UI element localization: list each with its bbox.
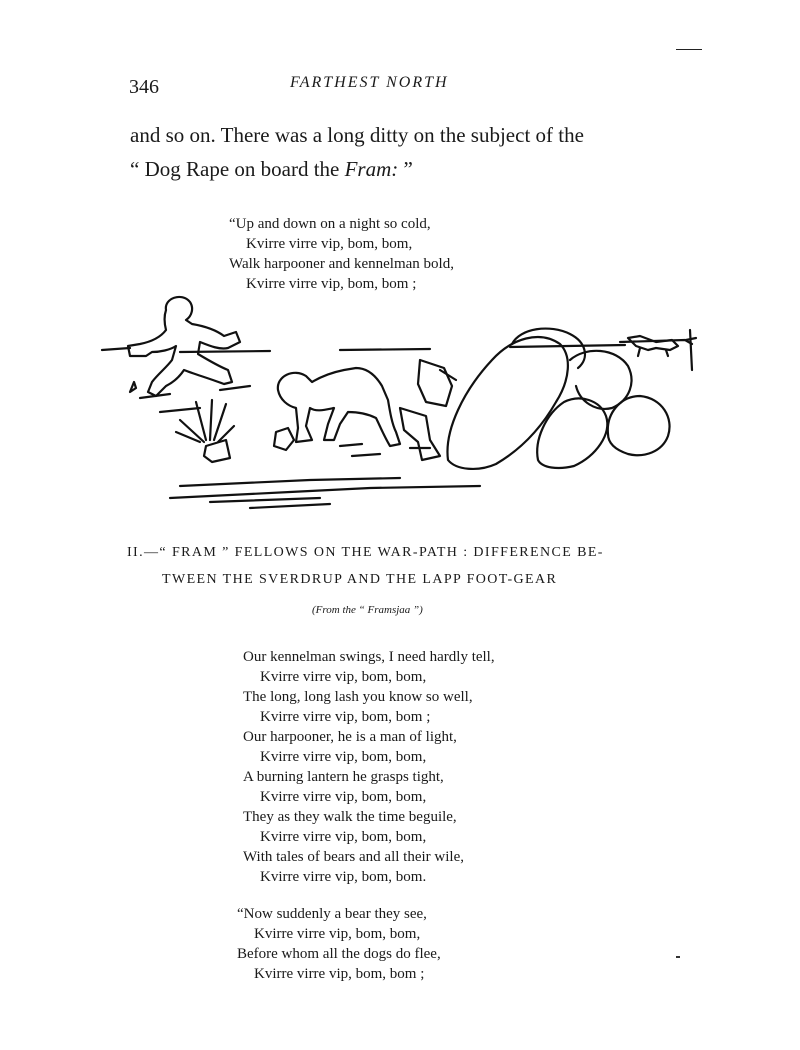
sketch-illustration	[100, 290, 700, 520]
verse-line: Kvirre virre vip, bom, bom ;	[246, 276, 417, 292]
page-number: 346	[129, 76, 159, 98]
verse-line: Before whom all the dogs do flee,	[237, 946, 441, 962]
verse-line: Our harpooner, he is a man of light,	[243, 729, 457, 745]
verse-line: Kvirre virre vip, bom, bom,	[260, 749, 427, 765]
verse-line: Our kennelman swings, I need hardly tell,	[243, 649, 495, 665]
caption-line-2: TWEEN THE SVERDRUP AND THE LAPP FOOT-GEAR	[162, 572, 558, 587]
running-man-icon	[128, 297, 240, 396]
verse-line: With tales of bears and all their wile,	[243, 849, 464, 865]
verse-line: A burning lantern he grasps tight,	[243, 769, 444, 785]
intro-line-2	[130, 157, 413, 182]
caption-source: (From the “ Framsjaa ”)	[312, 604, 423, 616]
verse-line: The long, long lash you know so well,	[243, 689, 473, 705]
stray-mark	[676, 956, 680, 958]
verse-line: Walk harpooner and kennelman bold,	[229, 256, 454, 272]
ground-strokes	[170, 478, 480, 508]
intro-line-2-prefix: “ Dog Rape on board the	[130, 157, 345, 181]
rocks-icon	[447, 329, 669, 469]
crawling-man-icon	[274, 368, 400, 450]
ship-name: Fram:	[344, 157, 399, 181]
verse-line: Kvirre virre vip, bom, bom.	[260, 869, 427, 885]
caption-line-1: II.—“ FRAM ” FELLOWS ON THE WAR-PATH : DIFFERENCE BE-	[127, 545, 604, 560]
verse-line: Kvirre virre vip, bom, bom,	[254, 926, 421, 942]
verse-3	[237, 904, 441, 984]
verse-line: Kvirre virre vip, bom, bom,	[260, 669, 427, 685]
verse-line: They as they walk the time beguile,	[243, 809, 457, 825]
intro-line-2-suffix: ”	[398, 157, 413, 181]
verse-1	[229, 214, 454, 294]
stake-icon	[686, 330, 696, 370]
horizon-line	[102, 345, 625, 352]
running-title: FARTHEST NORTH	[290, 74, 449, 91]
verse-line: Kvirre virre vip, bom, bom,	[246, 236, 413, 252]
verse-line: “Up and down on a night so cold,	[229, 216, 431, 232]
verse-line: “Now suddenly a bear they see,	[237, 906, 427, 922]
verse-line: Kvirre virre vip, bom, bom,	[260, 829, 427, 845]
verse-line: Kvirre virre vip, bom, bom ;	[260, 709, 431, 725]
verse-2	[243, 647, 495, 887]
intro-line-1: and so on. There was a long ditty on the subject of the	[130, 123, 584, 147]
verse-line: Kvirre virre vip, bom, bom,	[260, 789, 427, 805]
dog-icon	[628, 336, 678, 356]
top-rule	[676, 49, 702, 50]
verse-line: Kvirre virre vip, bom, bom ;	[254, 966, 425, 982]
